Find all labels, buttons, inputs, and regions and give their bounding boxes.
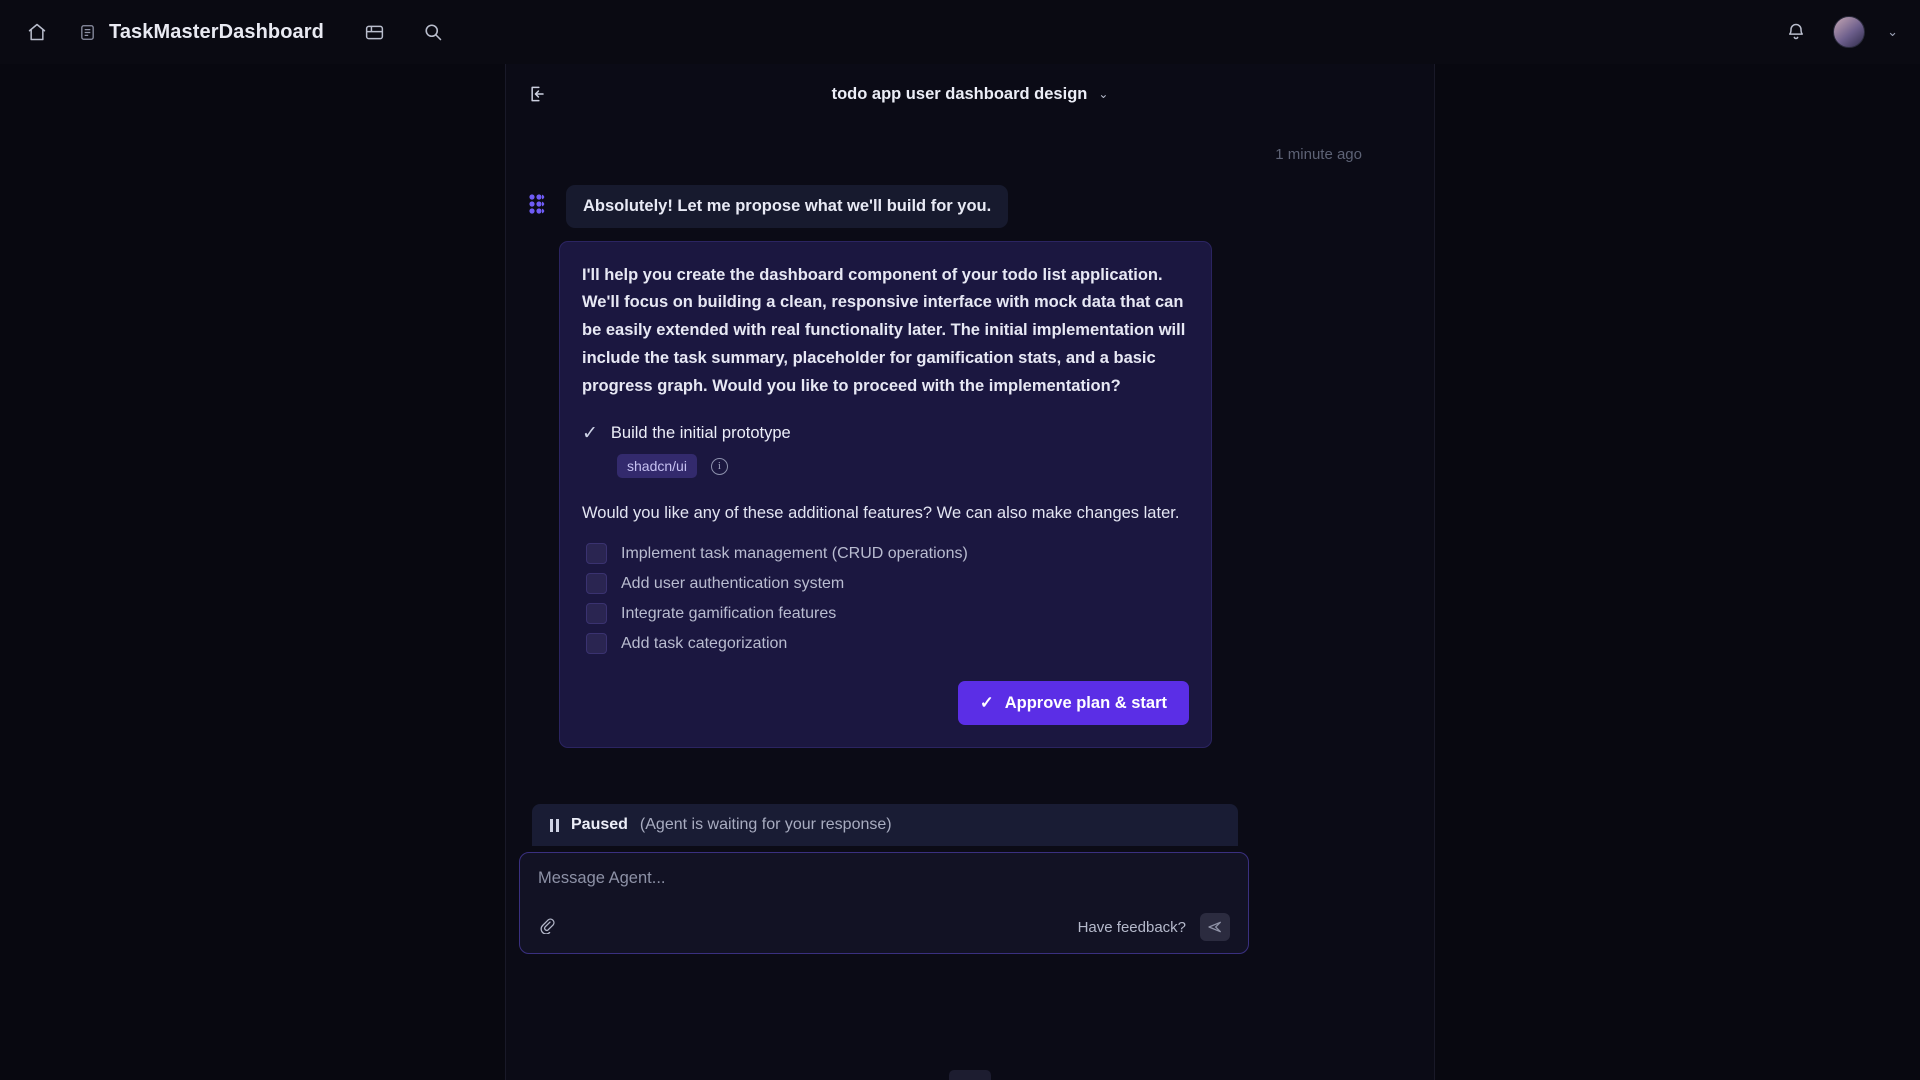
project-title: TaskMasterDashboard	[109, 20, 324, 43]
feature-option-row[interactable]	[582, 569, 1189, 599]
chat-title-dropdown[interactable]	[832, 85, 1109, 104]
top-bar-right-group	[1781, 16, 1898, 48]
panel-resize-handle[interactable]	[949, 1070, 991, 1080]
paused-status-banner	[532, 804, 1238, 846]
search-icon[interactable]	[418, 17, 448, 47]
home-icon[interactable]	[22, 17, 52, 47]
project-breadcrumb[interactable]	[76, 21, 324, 44]
bell-icon[interactable]	[1781, 17, 1811, 47]
agent-avatar-icon	[524, 190, 552, 218]
feature-option-label: Add user authentication system	[621, 574, 845, 592]
library-tag[interactable]: shadcn/ui	[617, 454, 697, 478]
panel-toggle-icon[interactable]	[360, 17, 390, 47]
check-icon: ✓	[582, 423, 598, 445]
approve-plan-button[interactable]	[958, 681, 1189, 725]
primary-task-row	[582, 424, 1189, 443]
paperclip-icon[interactable]	[538, 915, 555, 939]
agent-greeting-bubble: Absolutely! Let me propose what we'll build for you.	[566, 185, 1008, 228]
checkbox[interactable]	[586, 603, 607, 624]
top-bar-left-group	[22, 17, 448, 47]
approve-row	[582, 681, 1189, 725]
agent-message-row	[506, 185, 1434, 228]
composer-right-group	[1078, 913, 1230, 941]
composer-toolbar	[538, 913, 1230, 941]
avatar[interactable]	[1833, 16, 1865, 48]
feature-option-label: Add task categorization	[621, 634, 788, 652]
message-input[interactable]: Message Agent...	[538, 869, 666, 888]
feature-option-label: Implement task management (CRUD operations)	[621, 544, 968, 562]
check-icon: ✓	[979, 694, 994, 713]
chat-panel	[505, 64, 1435, 1080]
additional-features-list	[582, 539, 1189, 659]
back-arrow-icon[interactable]	[524, 80, 552, 108]
checkbox[interactable]	[586, 573, 607, 594]
checkbox[interactable]	[586, 543, 607, 564]
approve-plan-label: Approve plan & start	[1004, 693, 1167, 712]
feature-option-row[interactable]	[582, 599, 1189, 629]
info-icon[interactable]: i	[711, 458, 728, 475]
chevron-down-icon: ⌄	[1098, 87, 1109, 101]
feature-option-row[interactable]	[582, 629, 1189, 659]
paused-label: Paused	[571, 816, 628, 834]
top-bar	[0, 0, 1920, 64]
chat-panel-header	[506, 64, 1434, 124]
pause-icon	[550, 819, 559, 832]
checkbox[interactable]	[586, 633, 607, 654]
tag-row	[617, 454, 1189, 478]
feedback-link[interactable]: Have feedback?	[1077, 918, 1186, 936]
primary-task-label: Build the initial prototype	[610, 424, 791, 443]
additional-features-question: Would you like any of these additional features? We can also make changes later.	[582, 504, 1180, 523]
paused-detail: (Agent is waiting for your response)	[639, 816, 892, 834]
message-composer[interactable]	[519, 852, 1249, 954]
plan-intro-text: I'll help you create the dashboard component of your todo list application. We'll focus on building a clean, responsive interface with mock data that can be easily extended with real functionality later. The initial implementation will include the task summary, placeholder for gamification stats, and a basic progress graph. Would you like to proceed with the implementation?	[582, 265, 1186, 395]
send-icon[interactable]	[1200, 913, 1230, 941]
feature-option-label: Integrate gamification features	[621, 604, 837, 622]
avatar-chevron-down-icon[interactable]: ⌄	[1887, 24, 1898, 39]
chat-title-text: todo app user dashboard design	[831, 84, 1088, 103]
message-timestamp: 1 minute ago	[1275, 146, 1362, 163]
file-icon	[76, 21, 98, 43]
plan-card	[559, 241, 1212, 749]
feature-option-row[interactable]	[582, 539, 1189, 569]
